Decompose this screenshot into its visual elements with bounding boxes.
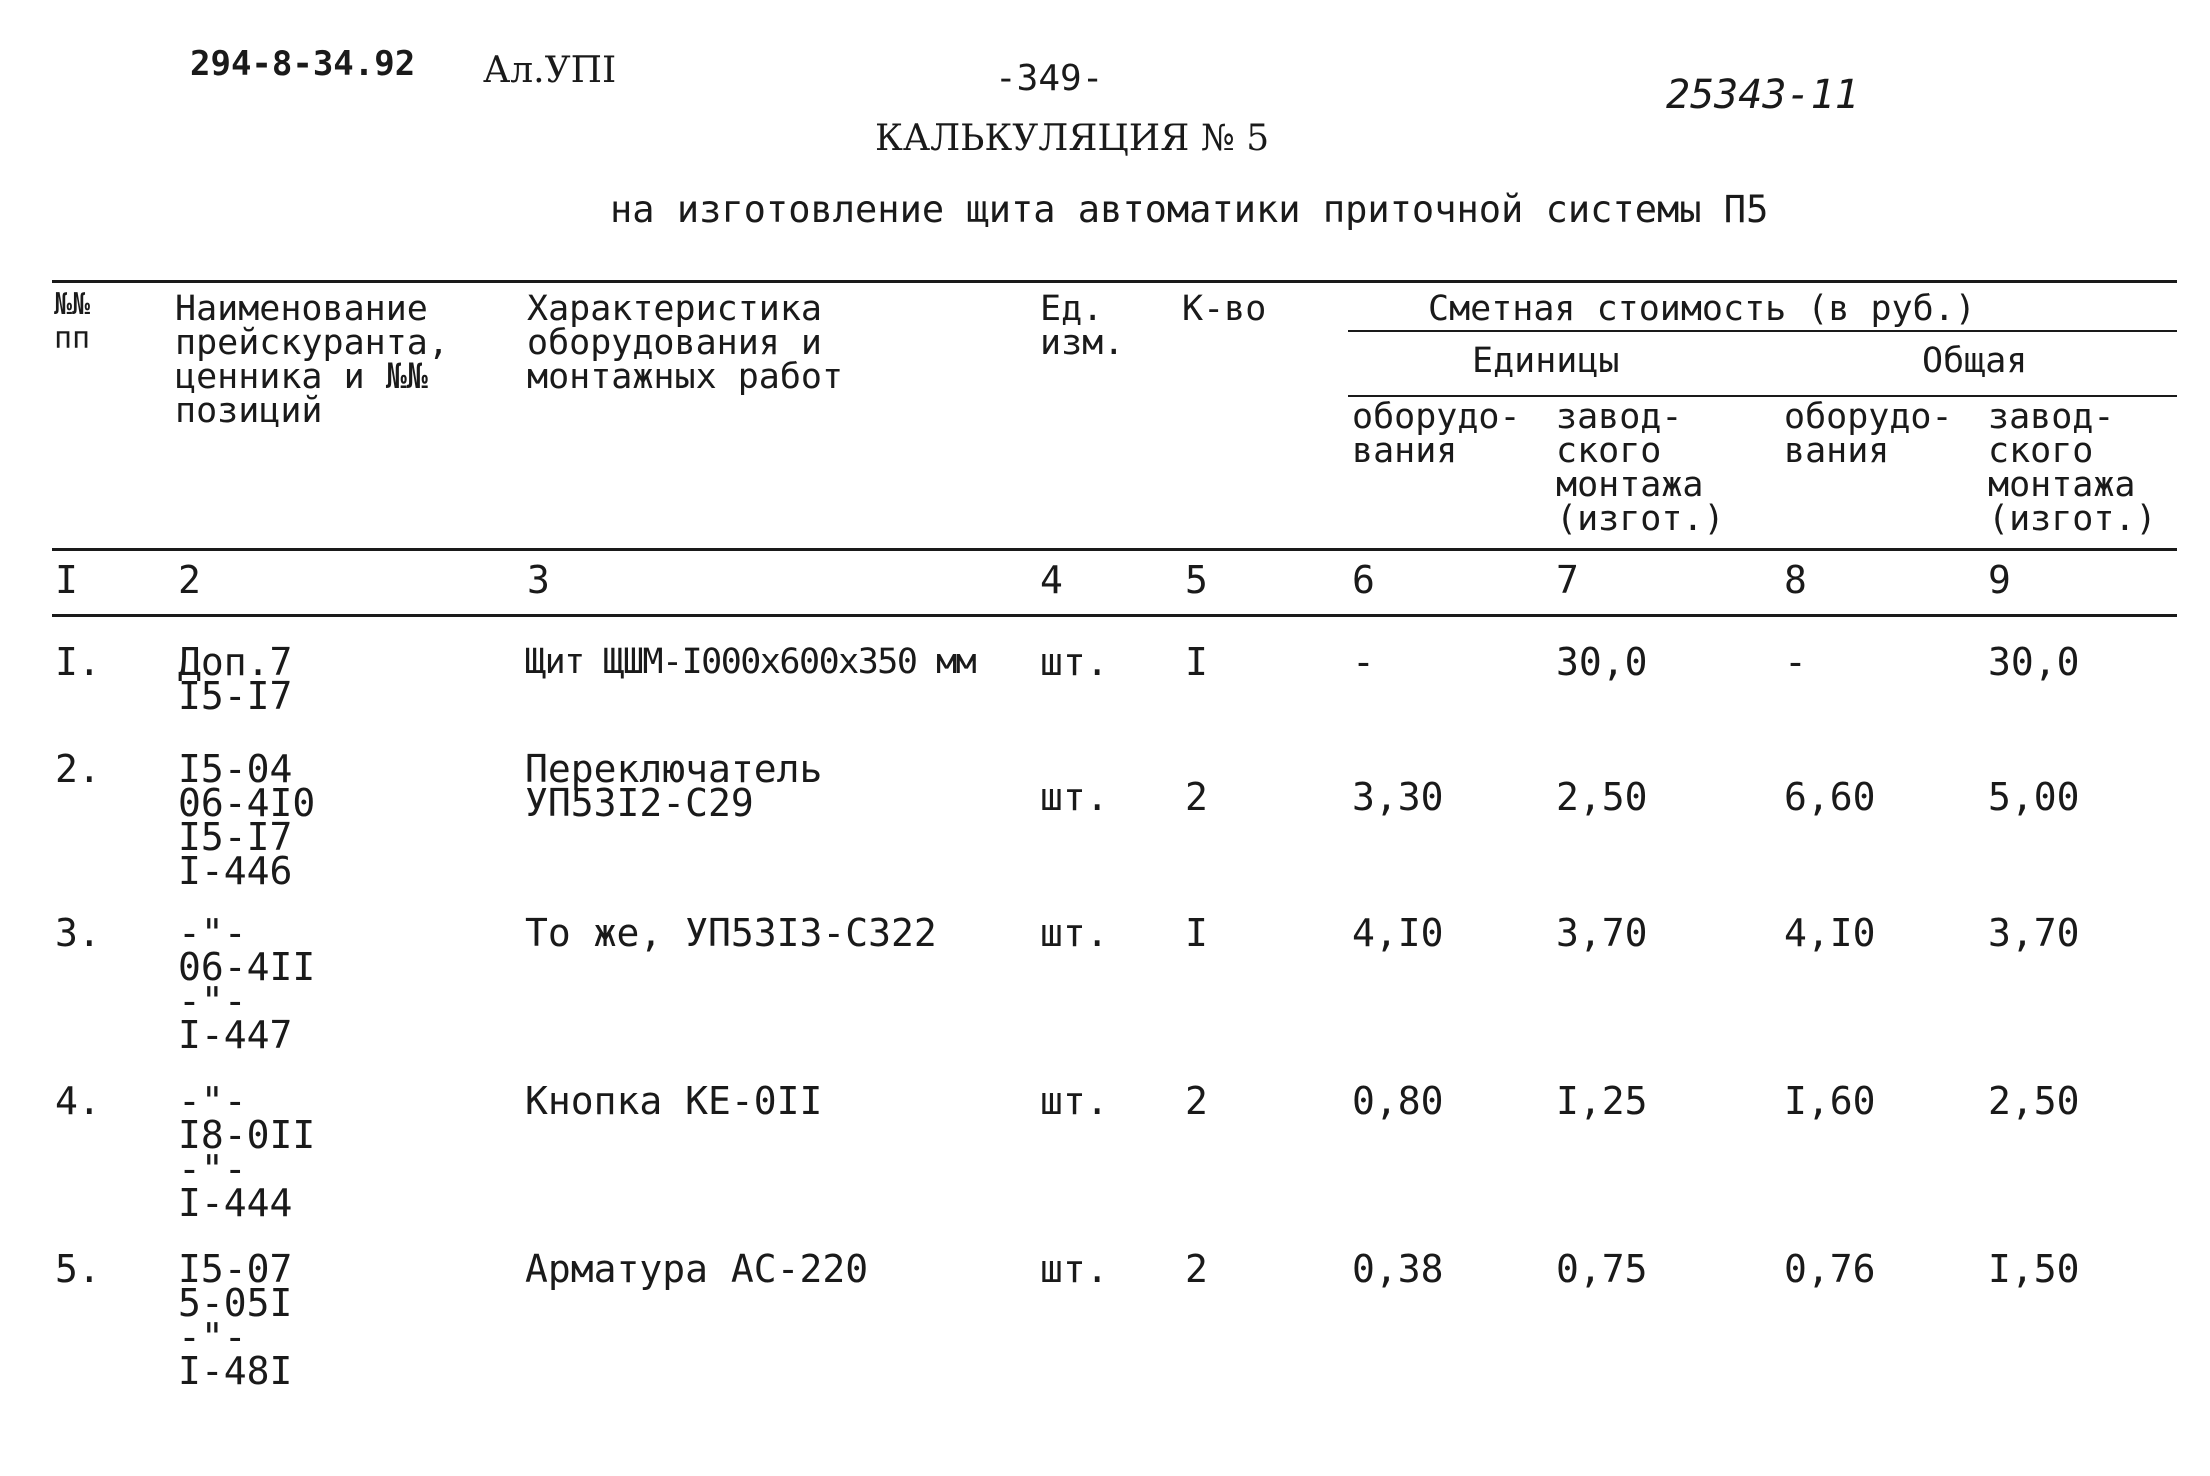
document-subtitle: на изготовление щита автоматики приточной системы П5	[610, 188, 1769, 231]
header-number: №№ пп	[54, 287, 91, 356]
column-number-5: 5	[1185, 558, 1208, 602]
row-3-number: 3.	[55, 911, 101, 955]
column-number-6: 6	[1352, 558, 1375, 602]
column-number-2: 2	[178, 558, 201, 602]
row-2-number: 2.	[55, 747, 101, 791]
header-pricelist: Наименование прейскуранта, ценника и №№ позиций	[175, 289, 449, 431]
row-4-total-equipment: I,60	[1784, 1079, 1876, 1123]
row-2-total-factory: 5,00	[1988, 775, 2080, 819]
header-estimated-cost: Сметная стоимость (в руб.)	[1428, 289, 1976, 329]
column-number-8: 8	[1784, 558, 1807, 602]
row-4-unit-factory: I,25	[1556, 1079, 1648, 1123]
row-2-reference: I5-04 06-4I0 I5-I7 I-446	[178, 747, 316, 893]
column-number-9: 9	[1988, 558, 2011, 602]
row-5-unit: шт.	[1040, 1247, 1109, 1291]
row-4-unit: шт.	[1040, 1079, 1109, 1123]
row-3-unit-equipment: 4,I0	[1352, 911, 1444, 955]
column-number-7: 7	[1556, 558, 1579, 602]
row-4-number: 4.	[55, 1079, 101, 1123]
album-label: Ал.УПI	[483, 50, 617, 91]
row-1-quantity: I	[1185, 640, 1208, 684]
row-5-total-equipment: 0,76	[1784, 1247, 1876, 1291]
header-total-equipment: оборудо- вания	[1784, 397, 1953, 471]
row-3-reference: -"- 06-4II -"- I-447	[178, 911, 316, 1057]
header-bottom-rule	[52, 548, 2177, 551]
header-unit-cost: Единицы	[1472, 341, 1620, 381]
row-3-total-equipment: 4,I0	[1784, 911, 1876, 955]
header-total-factory: завод- ского монтажа (изгот.)	[1988, 397, 2157, 539]
header-unit-factory: завод- ского монтажа (изгот.)	[1556, 397, 1725, 539]
row-1-reference: Доп.7 I5-I7	[178, 640, 293, 718]
table-top-rule	[52, 280, 2177, 283]
header-quantity: К-во	[1182, 289, 1267, 329]
row-2-unit: шт.	[1040, 775, 1109, 819]
column-number-1: I	[55, 558, 78, 602]
row-1-description: Щит ЩШМ-I000х600х350 мм	[525, 642, 976, 682]
document-title: КАЛЬКУЛЯЦИЯ № 5	[875, 118, 1270, 159]
row-3-description: То же, УП53I3-С322	[525, 911, 937, 955]
archive-number: 25343-11	[1666, 72, 1859, 118]
row-1-unit-equipment: -	[1352, 640, 1375, 684]
row-5-total-factory: I,50	[1988, 1247, 2080, 1291]
header-unit-equipment: оборудо- вания	[1352, 397, 1521, 471]
row-3-total-factory: 3,70	[1988, 911, 2080, 955]
row-3-quantity: I	[1185, 911, 1208, 955]
header-characteristics: Характеристика оборудования и монтажных работ	[527, 289, 844, 397]
row-5-reference: I5-07 5-05I -"- I-48I	[178, 1247, 293, 1393]
row-1-total-factory: 30,0	[1988, 640, 2080, 684]
row-3-unit-factory: 3,70	[1556, 911, 1648, 955]
row-3-unit: шт.	[1040, 911, 1109, 955]
column-number-3: 3	[527, 558, 550, 602]
row-2-unit-factory: 2,50	[1556, 775, 1648, 819]
row-1-unit: шт.	[1040, 640, 1109, 684]
group-rule	[1348, 330, 2177, 332]
header-unit: Ед. изм.	[1040, 289, 1125, 363]
row-5-number: 5.	[55, 1247, 101, 1291]
row-5-unit-factory: 0,75	[1556, 1247, 1648, 1291]
row-5-description: Арматура АС-220	[525, 1247, 869, 1291]
row-5-unit-equipment: 0,38	[1352, 1247, 1444, 1291]
row-2-total-equipment: 6,60	[1784, 775, 1876, 819]
column-numbers-rule	[52, 614, 2177, 617]
row-5-quantity: 2	[1185, 1247, 1208, 1291]
row-4-unit-equipment: 0,80	[1352, 1079, 1444, 1123]
row-2-unit-equipment: 3,30	[1352, 775, 1444, 819]
row-1-total-equipment: -	[1784, 640, 1807, 684]
row-1-unit-factory: 30,0	[1556, 640, 1648, 684]
row-4-description: Кнопка КЕ-0II	[525, 1079, 823, 1123]
doc-code: 294-8-34.92	[190, 44, 416, 84]
row-4-reference: -"- I8-0II -"- I-444	[178, 1079, 316, 1225]
row-4-total-factory: 2,50	[1988, 1079, 2080, 1123]
page-number: -349-	[995, 58, 1104, 99]
column-number-4: 4	[1040, 558, 1063, 602]
row-2-quantity: 2	[1185, 775, 1208, 819]
row-4-quantity: 2	[1185, 1079, 1208, 1123]
row-1-number: I.	[55, 640, 101, 684]
row-2-description: Переключатель УП53I2-С29	[525, 747, 823, 825]
header-total-cost: Общая	[1922, 341, 2028, 381]
